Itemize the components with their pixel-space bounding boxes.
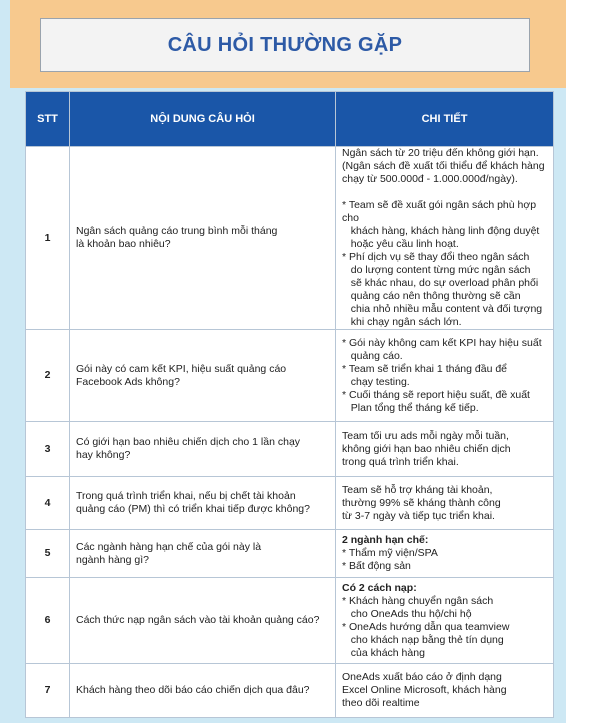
faq-table (25, 91, 554, 718)
table-row (26, 530, 554, 578)
row-detail: Có 2 cách nạp: * Khách hàng chuyển ngân sách cho OneAds thu hộ/chi hộ * OneAds hướng dẫn qua teamview cho khách nạp bằng thẻ tín dụng của khách hàng (336, 578, 554, 664)
row-detail: Team tối ưu ads mỗi ngày mỗi tuần, không giới hạn bao nhiêu chiến dịch trong quá trình triển khai. (336, 422, 554, 477)
row-detail: 2 ngành hạn chế: * Thẩm mỹ viện/SPA * Bất động sản (336, 530, 554, 578)
row-number: 2 (26, 330, 70, 422)
row-detail: * Gói này không cam kết KPI hay hiệu suất quảng cáo. * Team sẽ triển khai 1 tháng đầu để chạy testing. * Cuối tháng sẽ report hiệu suất, đề xuất Plan tổng thể tháng kế tiếp. (336, 330, 554, 422)
title-box (40, 18, 530, 72)
row-number: 7 (26, 664, 70, 718)
row-number: 5 (26, 530, 70, 578)
table-row (26, 664, 554, 718)
table-row (26, 422, 554, 477)
row-detail: Team sẽ hỗ trợ kháng tài khoản, thường 99% sẽ kháng thành công từ 3-7 ngày và tiếp tục triển khai. (336, 477, 554, 530)
detail-heading: 2 ngành hạn chế: (342, 534, 429, 546)
row-number: 1 (26, 147, 70, 330)
row-detail: Ngân sách từ 20 triệu đến không giới hạn. (Ngân sách đề xuất tối thiểu để khách hàng chạy từ 500.000đ - 1.000.000đ/ngày). * Team sẽ đề xuất gói ngân sách phù hợp cho khách hàng, khách hàng linh động duyệt hoặc yêu cầu linh hoạt. * Phí dịch vụ sẽ thay đổi theo ngân sách do lượng content từng mức ngân sách sẽ khác nhau, do sự overload phân phối quảng cáo nên thông thường sẽ cần chia nhỏ nhiều mẫu content và đối tượng khi chạy ngân sách lớn. (336, 147, 554, 330)
row-question: Trong quá trình triển khai, nếu bị chết tài khoản quảng cáo (PM) thì có triển khai tiếp được không? (70, 477, 336, 530)
row-question: Có giới hạn bao nhiêu chiến dịch cho 1 lần chạy hay không? (70, 422, 336, 477)
row-detail: OneAds xuất báo cáo ở định dạng Excel Online Microsoft, khách hàng theo dõi realtime (336, 664, 554, 718)
row-question: Ngân sách quảng cáo trung bình mỗi tháng là khoản bao nhiêu? (70, 147, 336, 330)
row-question: Các ngành hàng hạn chế của gói này là ngành hàng gì? (70, 530, 336, 578)
table-row (26, 147, 554, 330)
header-question: NỘI DUNG CÂU HỎI (70, 92, 336, 147)
header-stt: STT (26, 92, 70, 147)
row-number: 4 (26, 477, 70, 530)
row-number: 3 (26, 422, 70, 477)
header-detail: CHI TIẾT (336, 92, 554, 147)
row-number: 6 (26, 578, 70, 664)
row-question: Khách hàng theo dõi báo cáo chiến dịch qua đâu? (70, 664, 336, 718)
table-row (26, 477, 554, 530)
row-question: Cách thức nạp ngân sách vào tài khoản quảng cáo? (70, 578, 336, 664)
row-question: Gói này có cam kết KPI, hiệu suất quảng cáo Facebook Ads không? (70, 330, 336, 422)
table-header-row (26, 92, 554, 147)
page-title: CÂU HỎI THƯỜNG GẶP (167, 33, 403, 56)
detail-heading: Có 2 cách nạp: (342, 581, 417, 594)
table-row (26, 330, 554, 422)
table-row (26, 578, 554, 664)
